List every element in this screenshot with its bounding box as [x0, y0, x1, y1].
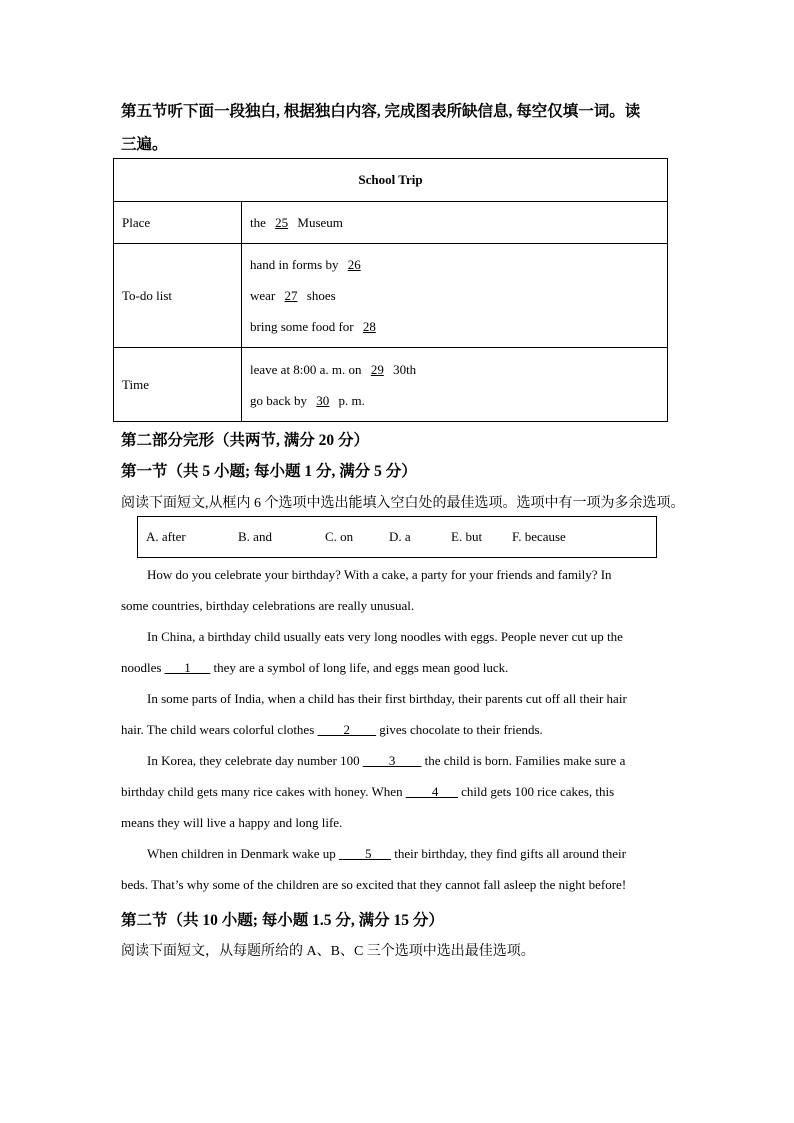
blank-30: 30: [316, 392, 330, 408]
table-row: [114, 348, 668, 422]
blank-25: 25: [275, 214, 289, 230]
part2-heading: 第二部分完形（共两节, 满分 20 分）: [121, 432, 370, 449]
passage-line: [121, 590, 669, 621]
passage-line: [121, 807, 669, 838]
line-text: wear: [250, 288, 276, 303]
passage-line: [121, 652, 669, 683]
passage-text: When children in Denmark wake up: [147, 846, 340, 861]
passage-text: How do you celebrate your birthday? With a cake, a party for your friends and family? In: [147, 567, 612, 582]
blank-2: ____2____: [317, 722, 377, 737]
section5-instruction: [121, 95, 681, 161]
line-text: bring some food for: [250, 319, 354, 334]
option-a: A. after: [146, 529, 186, 544]
line-text: shoes: [306, 288, 336, 303]
row-content-todo: [242, 244, 668, 348]
passage-line: [121, 683, 669, 714]
passage-line: [121, 776, 669, 807]
passage-text: In some parts of India, when a child has their first birthday, their parents cut off all their hair: [147, 691, 627, 706]
option-f: F. because: [512, 529, 566, 544]
passage-text: the child is born. Families make sure a: [421, 753, 626, 768]
passage-text: means they will live a happy and long life.: [121, 815, 343, 830]
blank-5: ____5___: [339, 846, 392, 861]
passage-line: [121, 714, 669, 745]
passage-text: gives chocolate to their friends.: [376, 722, 543, 737]
passage-line: [121, 559, 669, 590]
section5-instruction-line2: 三遍。: [121, 136, 168, 153]
line-text: 30th: [393, 361, 417, 377]
blank-3: ____3____: [362, 753, 422, 768]
option-b: B. and: [238, 529, 272, 544]
section2-heading: 第二节（共 10 小题; 每小题 1.5 分, 满分 15 分）: [121, 912, 444, 929]
section1-instruction: 阅读下面短文,从框内 6 个选项中选出能填入空白处的最佳选项。选项中有一项为多余选项。: [121, 496, 685, 511]
line-text: p. m.: [338, 392, 365, 408]
blank-28: 28: [362, 319, 376, 334]
option-e: E. but: [451, 529, 483, 544]
line-text: leave at 8:00 a. m. on: [250, 361, 362, 377]
blank-1: ___1___: [164, 660, 211, 675]
row-label-place: Place: [114, 202, 242, 244]
blank-4: ____4___: [405, 784, 458, 799]
passage-text: In China, a birthday child usually eats very long noodles with eggs. People never cut up the: [147, 629, 623, 644]
table-title: School Trip: [114, 159, 668, 202]
table-row: [114, 244, 668, 348]
line-text: the: [250, 214, 266, 230]
passage-text: In Korea, they celebrate day number 100: [147, 753, 363, 768]
passage-line: [121, 745, 669, 776]
passage-text: their birthday, they find gifts all around their: [391, 846, 626, 861]
blank-29: 29: [370, 361, 384, 377]
line-text: Museum: [297, 214, 343, 230]
passage-line: [121, 869, 669, 900]
table-row: [114, 202, 668, 244]
passage-line: [121, 838, 669, 869]
passage-text: they are a symbol of long life, and eggs mean good luck.: [210, 660, 509, 675]
passage-text: noodles: [121, 660, 165, 675]
passage-text: hair. The child wears colorful clothes: [121, 722, 318, 737]
option-c: C. on: [325, 529, 354, 544]
passage-text: some countries, birthday celebrations are really unusual.: [121, 598, 415, 613]
row-content-time: [242, 348, 668, 422]
passage-text: beds. That’s why some of the children are so excited that they cannot fall asleep the night before!: [121, 877, 627, 892]
line-text: go back by: [250, 392, 308, 408]
passage-text: birthday child gets many rice cakes with honey. When: [121, 784, 406, 799]
option-d: D. a: [389, 529, 411, 544]
row-content-place: [242, 202, 668, 244]
section5-instruction-line1: 第五节听下面一段独白, 根据独白内容, 完成图表所缺信息, 每空仅填一词。读: [121, 103, 641, 120]
row-label-time: Time: [114, 348, 242, 422]
blank-27: 27: [284, 288, 298, 303]
section1-heading: 第一节（共 5 小题; 每小题 1 分, 满分 5 分）: [121, 463, 417, 480]
section2-instruction: 阅读下面短文，从每题所给的 A、B、C 三个选项中选出最佳选项。: [121, 944, 535, 959]
blank-26: 26: [347, 257, 361, 272]
passage: [121, 559, 669, 900]
passage-text: child gets 100 rice cakes, this: [457, 784, 615, 799]
passage-line: [121, 621, 669, 652]
school-trip-table: [113, 158, 668, 422]
line-text: hand in forms by: [250, 257, 339, 272]
row-label-todo: To-do list: [114, 244, 242, 348]
options-box: [137, 516, 657, 558]
